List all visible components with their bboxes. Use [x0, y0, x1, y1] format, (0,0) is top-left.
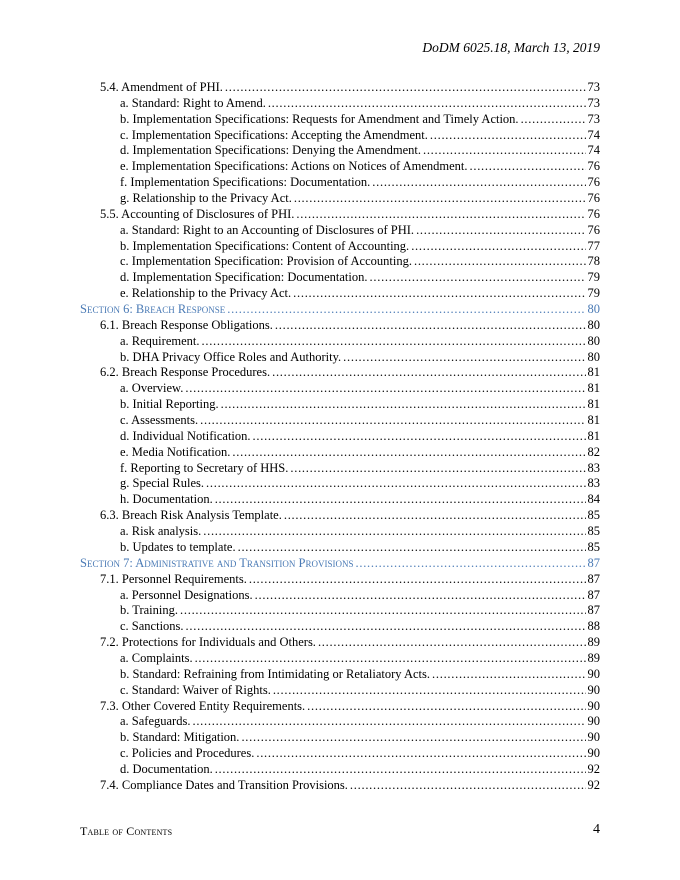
- toc-entry-page: 89: [587, 650, 600, 665]
- dot-leader: [414, 254, 586, 270]
- toc-entry[interactable]: [80, 508, 600, 524]
- toc-entry-page: 92: [587, 777, 600, 792]
- toc-entry-title: Section 7: Administrative and Transition Provisions: [80, 555, 354, 570]
- toc-entry[interactable]: [80, 80, 600, 96]
- toc-entry[interactable]: [80, 207, 600, 223]
- toc-entry[interactable]: [80, 286, 600, 302]
- toc-entry[interactable]: [80, 492, 600, 508]
- dot-leader: [416, 223, 585, 239]
- dot-leader: [206, 476, 585, 492]
- toc-entry-title: c. Implementation Specifications: Accepting the Amendment.: [120, 127, 428, 142]
- toc-entry-title: 5.5. Accounting of Disclosures of PHI.: [100, 206, 295, 221]
- page-number: 4: [593, 822, 600, 837]
- toc-entry-title: 5.4. Amendment of PHI.: [100, 80, 223, 94]
- toc-entry[interactable]: [80, 714, 600, 730]
- toc-entry-title: b. Standard: Refraining from Intimidating or Retaliatory Acts.: [120, 666, 431, 681]
- dot-leader: [203, 524, 585, 540]
- dot-leader: [470, 159, 586, 175]
- toc-entry-page: 81: [587, 413, 600, 428]
- toc-entry[interactable]: [80, 381, 600, 397]
- toc-entry-title: 7.1. Personnel Requirements.: [100, 571, 247, 586]
- toc-entry-page: 87: [587, 571, 600, 586]
- dot-leader: [238, 540, 586, 556]
- toc-entry-title: 6.3. Breach Risk Analysis Template.: [100, 508, 282, 523]
- toc-entry-title: b. Implementation Specifications: Requests for Amendment and Timely Action.: [120, 111, 519, 126]
- toc-entry-title: f. Implementation Specifications: Documentation.: [120, 175, 371, 190]
- toc-entry-title: e. Relationship to the Privacy Act.: [120, 286, 292, 301]
- dot-leader: [293, 286, 585, 302]
- dot-leader: [256, 746, 585, 762]
- dot-leader: [195, 651, 586, 667]
- dot-leader: [255, 588, 586, 604]
- toc-entry-title: b. Initial Reporting.: [120, 397, 219, 412]
- toc-entry-page: 79: [587, 270, 600, 285]
- toc-entry-page: 90: [587, 666, 600, 681]
- toc-entry-title: a. Complaints.: [120, 650, 193, 665]
- dot-leader: [411, 239, 585, 255]
- toc-entry-title: g. Special Rules.: [120, 476, 205, 491]
- toc-entry[interactable]: [80, 397, 600, 413]
- toc-entry-title: e. Media Notification.: [120, 444, 231, 459]
- toc-entry[interactable]: [80, 683, 600, 699]
- toc-entry-title: b. Training.: [120, 603, 179, 618]
- dot-leader: [423, 143, 586, 159]
- toc-entry-page: 83: [587, 476, 600, 491]
- dot-leader: [307, 699, 585, 715]
- toc-entry-page: 87: [587, 555, 600, 570]
- toc-entry-title: c. Policies and Procedures.: [120, 746, 255, 761]
- toc-entry[interactable]: [80, 445, 600, 461]
- toc-entry[interactable]: [80, 778, 600, 794]
- toc-entry-title: a. Personnel Designations.: [120, 587, 253, 602]
- toc-entry[interactable]: [80, 651, 600, 667]
- toc-entry-page: 92: [587, 761, 600, 776]
- toc-entry-title: a. Requirement.: [120, 333, 200, 348]
- toc-entry-title: b. Implementation Specifications: Content of Accounting.: [120, 238, 410, 253]
- toc-entry[interactable]: [80, 699, 600, 715]
- dot-leader: [294, 191, 586, 207]
- dot-leader: [350, 778, 586, 794]
- dot-leader: [232, 445, 585, 461]
- toc-entry-title: 7.2. Protections for Individuals and Others.: [100, 635, 316, 650]
- toc-entry-page: 82: [587, 444, 600, 459]
- toc-entry-title: a. Risk analysis.: [120, 524, 202, 539]
- dot-leader: [180, 603, 585, 619]
- toc-entry[interactable]: [80, 429, 600, 445]
- toc-entry-page: 79: [587, 286, 600, 301]
- toc-entry[interactable]: [80, 159, 600, 175]
- toc-entry-title: 6.2. Breach Response Procedures.: [100, 365, 271, 380]
- toc-entry-page: 81: [587, 365, 600, 380]
- toc-entry[interactable]: [80, 667, 600, 683]
- toc-entry-page: 80: [587, 349, 600, 364]
- toc-entry[interactable]: [80, 223, 600, 239]
- toc-entry-page: 74: [587, 127, 600, 142]
- toc-entry-page: 76: [587, 159, 600, 174]
- toc-entry[interactable]: [80, 239, 600, 255]
- toc-entry-title: f. Reporting to Secretary of HHS.: [120, 460, 289, 475]
- toc-entry[interactable]: [80, 175, 600, 191]
- toc-entry-page: 80: [587, 317, 600, 332]
- toc-entry[interactable]: [80, 96, 600, 112]
- toc-entry[interactable]: [80, 318, 600, 334]
- toc-entry[interactable]: [80, 762, 600, 778]
- dot-leader: [202, 334, 586, 350]
- dot-leader: [215, 492, 586, 508]
- toc-entry-page: 78: [587, 254, 600, 269]
- dot-leader: [192, 714, 585, 730]
- toc-entry[interactable]: [80, 365, 600, 381]
- toc-entry-title: d. Documentation.: [120, 761, 213, 776]
- toc-entry-page: 81: [587, 397, 600, 412]
- toc-entry-page: 80: [587, 333, 600, 348]
- dot-leader: [253, 429, 586, 445]
- dot-leader: [370, 270, 586, 286]
- dot-leader: [273, 683, 586, 699]
- dot-leader: [221, 397, 586, 413]
- dot-leader: [272, 365, 585, 381]
- toc-entry-page: 90: [587, 698, 600, 713]
- toc-entry-page: 85: [587, 508, 600, 523]
- toc-entry[interactable]: [80, 588, 600, 604]
- toc-entry-page: 81: [587, 428, 600, 443]
- dot-leader: [356, 556, 586, 572]
- toc-entry[interactable]: [80, 730, 600, 746]
- toc-entry-page: 76: [587, 222, 600, 237]
- dot-leader: [215, 762, 586, 778]
- footer-label: Table of Contents: [80, 824, 173, 838]
- toc-entry-page: 89: [587, 635, 600, 650]
- toc-entry-title: 6.1. Breach Response Obligations.: [100, 317, 273, 332]
- toc-entry-title: e. Implementation Specifications: Actions on Notices of Amendment.: [120, 159, 468, 174]
- toc-entry[interactable]: [80, 254, 600, 270]
- document-header: DoDM 6025.18, March 13, 2019: [422, 40, 600, 55]
- toc-entry-title: d. Implementation Specification: Documentation.: [120, 270, 368, 285]
- dot-leader: [275, 318, 586, 334]
- toc-entry-title: b. Updates to template.: [120, 539, 236, 554]
- toc-entry[interactable]: [80, 128, 600, 144]
- dot-leader: [432, 667, 585, 683]
- dot-leader: [249, 572, 586, 588]
- toc-entry[interactable]: [80, 603, 600, 619]
- toc-entry-page: 80: [587, 302, 600, 317]
- toc-entry[interactable]: [80, 143, 600, 159]
- toc-entry-page: 85: [587, 524, 600, 539]
- toc-entry-title: g. Relationship to the Privacy Act.: [120, 191, 292, 206]
- toc-entry[interactable]: [80, 191, 600, 207]
- toc-entry-page: 85: [587, 539, 600, 554]
- toc-entry-page: 76: [587, 191, 600, 206]
- dot-leader: [200, 413, 585, 429]
- toc-entry[interactable]: [80, 413, 600, 429]
- toc-entry-page: 88: [587, 619, 600, 634]
- dot-leader: [268, 96, 586, 112]
- toc-entry[interactable]: [80, 461, 600, 477]
- toc-entry-title: a. Safeguards.: [120, 714, 191, 729]
- toc-entry-page: 90: [587, 746, 600, 761]
- toc-entry-title: b. Standard: Mitigation.: [120, 730, 240, 745]
- toc-entry-title: 7.4. Compliance Dates and Transition Provisions.: [100, 777, 348, 792]
- toc-entry-title: a. Overview.: [120, 381, 184, 396]
- toc-entry-title: a. Standard: Right to an Accounting of Disclosures of PHI.: [120, 222, 415, 237]
- toc-entry-page: 90: [587, 682, 600, 697]
- toc-entry[interactable]: [80, 540, 600, 556]
- toc-entry-page: 90: [587, 714, 600, 729]
- toc-entry[interactable]: [80, 572, 600, 588]
- toc-entry[interactable]: [80, 270, 600, 286]
- dot-leader: [372, 175, 585, 191]
- toc-entry-page: 74: [587, 143, 600, 158]
- toc-entry-title: d. Implementation Specifications: Denying the Amendment.: [120, 143, 421, 158]
- toc-entry-page: 73: [587, 80, 600, 94]
- toc-entry-page: 81: [587, 381, 600, 396]
- dot-leader: [284, 508, 586, 524]
- dot-leader: [290, 461, 585, 477]
- toc-entry[interactable]: [80, 746, 600, 762]
- toc-entry-page: 73: [587, 111, 600, 126]
- toc-entry-title: c. Standard: Waiver of Rights.: [120, 682, 271, 697]
- toc-section-heading[interactable]: [80, 302, 600, 318]
- dot-leader: [343, 350, 585, 366]
- dot-leader: [296, 207, 585, 223]
- toc-entry-page: 76: [587, 206, 600, 221]
- toc-entry-title: d. Individual Notification.: [120, 428, 251, 443]
- toc-entry[interactable]: [80, 524, 600, 540]
- toc-section-heading[interactable]: [80, 556, 600, 572]
- table-of-contents: [80, 80, 600, 794]
- dot-leader: [227, 302, 585, 318]
- toc-entry-title: h. Documentation.: [120, 492, 213, 507]
- toc-entry-page: 87: [587, 587, 600, 602]
- toc-entry[interactable]: [80, 112, 600, 128]
- dot-leader: [185, 381, 585, 397]
- toc-entry[interactable]: [80, 350, 600, 366]
- toc-entry-page: 77: [587, 238, 600, 253]
- toc-entry[interactable]: [80, 635, 600, 651]
- toc-entry-title: c. Implementation Specification: Provision of Accounting.: [120, 254, 412, 269]
- dot-leader: [186, 619, 586, 635]
- toc-entry-page: 90: [587, 730, 600, 745]
- toc-entry-page: 84: [587, 492, 600, 507]
- dot-leader: [521, 112, 586, 128]
- toc-entry[interactable]: [80, 476, 600, 492]
- toc-entry-page: 83: [587, 460, 600, 475]
- dot-leader: [241, 730, 585, 746]
- toc-entry-page: 73: [587, 95, 600, 110]
- toc-entry-title: b. DHA Privacy Office Roles and Authority.: [120, 349, 342, 364]
- toc-entry[interactable]: [80, 334, 600, 350]
- toc-entry-title: 7.3. Other Covered Entity Requirements.: [100, 698, 306, 713]
- toc-entry-page: 87: [587, 603, 600, 618]
- dot-leader: [430, 128, 586, 144]
- dot-leader: [318, 635, 586, 651]
- toc-entry-title: a. Standard: Right to Amend.: [120, 95, 266, 110]
- toc-entry-title: Section 6: Breach Response: [80, 302, 226, 317]
- toc-entry-page: 76: [587, 175, 600, 190]
- dot-leader: [225, 80, 586, 96]
- toc-entry[interactable]: [80, 619, 600, 635]
- toc-entry-title: c. Assessments.: [120, 413, 199, 428]
- toc-entry-title: c. Sanctions.: [120, 619, 184, 634]
